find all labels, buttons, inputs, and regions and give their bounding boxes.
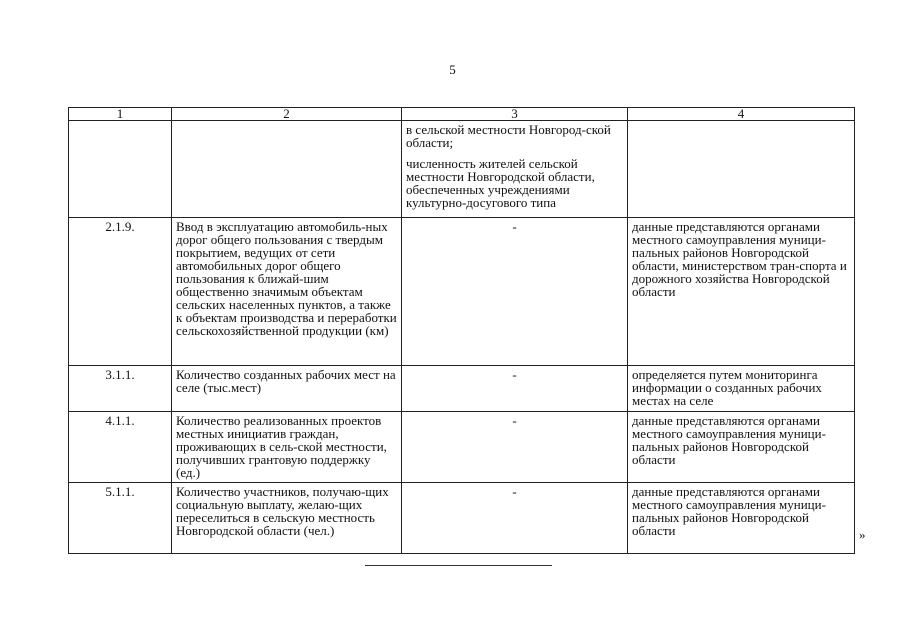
continuation-text-1: в сельской местности Новгород-ской области; [406, 122, 611, 150]
cell-source: данные представляются органами местного самоуправления муници-пальных районов Новгородской области [628, 412, 855, 483]
cell-source: данные представляются органами местного самоуправления муници-пальных районов Новгородской области [628, 483, 855, 554]
table-row [69, 366, 855, 412]
indicator-table [68, 107, 855, 554]
cell-source-empty [628, 121, 855, 218]
cell-formula: - [402, 218, 628, 366]
cell-source: данные представляются органами местного самоуправления муници-пальных районов Новгородской области, министерством тран-спорта и дорожного хозяйства Новгородской области [628, 218, 855, 366]
cell-name: Количество реализованных проектов местных инициатив граждан, проживающих в сель-ской местности, получивших грантовую поддержку (ед.) [172, 412, 402, 483]
column-header-1: 1 [69, 108, 172, 121]
page-number: 5 [449, 62, 456, 77]
table-row [69, 218, 855, 366]
cell-name: Количество созданных рабочих мест на селе (тыс.мест) [172, 366, 402, 412]
cell-source: определяется путем мониторинга информации о созданных рабочих местах на селе [628, 366, 855, 412]
cell-formula: - [402, 366, 628, 412]
cell-formula: - [402, 412, 628, 483]
cell-num: 2.1.9. [69, 218, 172, 366]
column-header-4: 4 [628, 108, 855, 121]
table-row [69, 412, 855, 483]
footer-divider [365, 565, 552, 566]
cell-name: Количество участников, получаю-щих социальную выплату, желаю-щих переселиться в сельскую местность Новгородской области (чел.) [172, 483, 402, 554]
cell-num: 3.1.1. [69, 366, 172, 412]
cell-name-empty [172, 121, 402, 218]
table-header-row [69, 108, 855, 121]
column-header-2: 2 [172, 108, 402, 121]
cell-formula-continuation [402, 121, 628, 218]
column-header-3: 3 [402, 108, 628, 121]
closing-quote: » [859, 527, 866, 542]
cell-num: 4.1.1. [69, 412, 172, 483]
cell-num-empty [69, 121, 172, 218]
cell-num: 5.1.1. [69, 483, 172, 554]
table-row-continuation [69, 121, 855, 218]
table-row [69, 483, 855, 554]
continuation-text-2: численность жителей сельской местности Новгородской области, обеспеченных учреждениями культурно-досугового типа [406, 156, 595, 210]
cell-name: Ввод в эксплуатацию автомобиль-ных дорог общего пользования с твердым покрытием, ведущих от сети автомобильных дорог общего пользования к ближай-шим общественно значимым объектам сельских населенных пунктов, а также к объектам производства и переработки сельскохозяйственной продукции (км) [172, 218, 402, 366]
cell-formula: - [402, 483, 628, 554]
